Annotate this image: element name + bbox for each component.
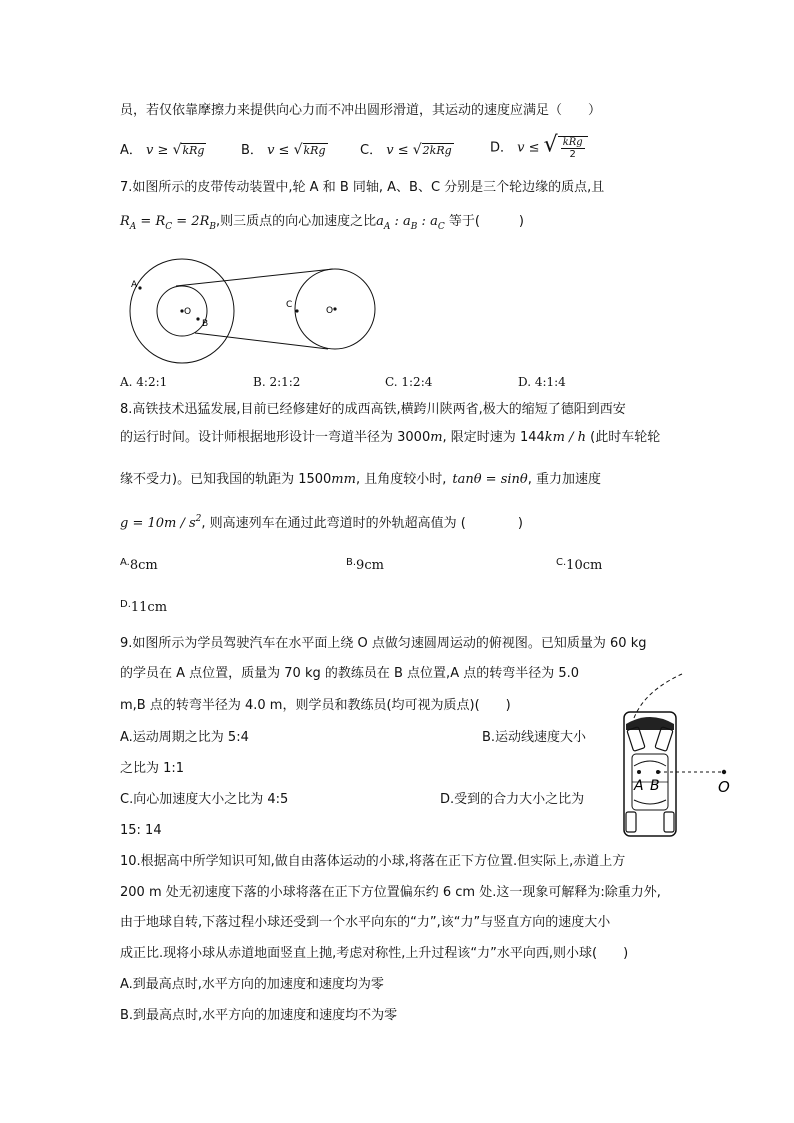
q9-option-d-cont: 15: 14 [120, 823, 162, 838]
q9-car-figure [612, 672, 742, 842]
q6-option-d-label: D． [490, 140, 514, 156]
axle-o2 [333, 307, 336, 310]
q9-stem-line1: 9.如图所示为学员驾驶汽车在水平面上绕 O 点做匀速圆周运动的俯视图。已知质量为 60 kg [120, 636, 647, 651]
q8-option-a-text: 8cm [129, 558, 158, 573]
q10-stem-line3: 由于地球自转,下落过程小球还受到一个水平向东的“力”,该“力”与竖直方向的速度大小 [120, 915, 611, 930]
sqrt-icon: √ [412, 142, 422, 158]
rear-left-wheel [626, 812, 636, 832]
q7-stem-line1: 7.如图所示的皮带传动装置中,轮 A 和 B 同轴, A、B、C 分别是三个轮边缘的质点,且 [120, 180, 605, 195]
q7-line2-tail: ,则三质点的向心加速度之比 [215, 214, 377, 229]
q9-option-a[interactable]: A.运动周期之比为 5:4 [120, 730, 249, 745]
q9-stem-line3: m,B 点的转弯半径为 4.0 m，则学员和教练员(均可视为质点)( ) [120, 698, 511, 713]
q10-stem-line4: 成正比.现将小球从赤道地面竖直上抛,考虑对称性,上升过程该“力”水平向西,则小球( ) [120, 946, 629, 961]
q8-option-d-label: D. [120, 599, 131, 610]
q6-option-d-den: 2 [569, 149, 576, 160]
point-a [637, 770, 641, 774]
rear-right-wheel [664, 812, 674, 832]
q8-line2-a: 的运行时间。设计师根据地形设计一弯道半径为 3000 [120, 430, 431, 445]
q8-option-d[interactable] [120, 600, 167, 617]
q7-stem-line2 [120, 214, 524, 231]
q10-option-a[interactable]: A.到最高点时,水平方向的加速度和速度均为零 [120, 977, 384, 992]
q7-line2-end: 等于( ) [448, 214, 525, 229]
q9-option-d[interactable]: D.受到的合力大小之比为 [440, 792, 585, 807]
q7-ratio-expr: $a_A$ : $a_B$ : $a_C$ [376, 214, 445, 232]
q8-option-a-label: A. [120, 557, 130, 568]
q7-option-d[interactable]: D. 4:1:4 [518, 375, 566, 389]
q8-line3-a: 缘不受力)。已知我国的轨距为 1500 [120, 472, 332, 487]
sqrt-icon: √ [172, 142, 182, 158]
q6-option-a-expr: kRg [182, 144, 205, 157]
q7-option-c[interactable]: C. 1:2:4 [385, 375, 433, 389]
q6-option-d[interactable] [490, 132, 588, 166]
q9-fig-label-o: O [718, 778, 730, 796]
q10-option-b[interactable]: B.到最高点时,水平方向的加速度和速度均不为零 [120, 1008, 398, 1023]
q6-option-c[interactable] [360, 142, 454, 159]
q8-option-d-text: 11cm [130, 600, 168, 615]
q7-option-a[interactable]: A. 4:2:1 [120, 375, 168, 389]
q8-line4-tail: , 则高速列车在通过此弯道时的外轨超高值为 ( ) [201, 516, 523, 531]
q7-fig-label-o1: O [184, 307, 192, 317]
q6-option-c-label: C． [360, 143, 383, 158]
center-o [722, 770, 726, 774]
belt-bottom [195, 333, 328, 349]
q9-option-b[interactable]: B.运动线速度大小 [482, 730, 587, 745]
front-left-wheel [627, 727, 645, 752]
sqrt-icon: √ [293, 142, 303, 158]
q9-fig-label-b: B [650, 778, 660, 794]
q8-option-b-text: 9cm [356, 558, 384, 573]
q8-stem-line3 [120, 472, 601, 488]
rear-window [634, 800, 666, 804]
q9-option-c[interactable]: C.向心加速度大小之比为 4:5 [120, 792, 289, 807]
point-a [138, 286, 141, 289]
q8-line4-eq: g = 10m / s [120, 516, 196, 531]
q6-option-d-v: v ≤ [517, 140, 544, 156]
q8-option-b-label: B. [346, 557, 357, 568]
point-b [196, 317, 199, 320]
q7-fig-label-o2: O [326, 306, 334, 316]
q8-option-c[interactable] [556, 558, 602, 575]
q6-option-b-label: B． [241, 143, 263, 158]
q8-stem-line1: 8.高铁技术迅猛发展,目前已经修建好的成西高铁,横跨川陕两省,极大的缩短了德阳到西安 [120, 402, 626, 417]
q8-option-b[interactable] [346, 558, 384, 575]
front-right-wheel [655, 727, 673, 752]
q6-option-b-expr: kRg [303, 144, 326, 157]
q8-stem-line4 [120, 516, 523, 533]
q8-option-a[interactable] [120, 558, 158, 575]
q9-stem-line2: 的学员在 A 点位置，质量为 70 kg 的教练员在 B 点位置,A 点的转弯半径为 5.0 [120, 666, 580, 681]
q7-fig-label-c: C [286, 300, 293, 310]
q8-line2-c: (此时车轮轮 [586, 430, 661, 445]
q8-option-c-label: C. [556, 557, 567, 568]
q6-option-c-v: v ≤ [386, 143, 413, 158]
q8-line4-sup: 2 [195, 514, 202, 524]
q6-option-d-fraction [558, 136, 588, 160]
windshield [634, 761, 666, 766]
q7-belt-figure [120, 255, 390, 365]
belt-top [176, 269, 333, 286]
point-c [295, 309, 298, 312]
q7-fig-label-b: B [202, 319, 209, 329]
q6-option-d-num: kRg [562, 137, 583, 148]
q6-option-b-v: v ≤ [267, 143, 294, 158]
q8-stem-line2 [120, 430, 660, 446]
q7-fig-label-a: A [131, 280, 138, 290]
q10-stem-line2: 200 m 处无初速度下落的小球将落在正下方位置偏东约 6 cm 处.这一现象可解释为:除重力外, [120, 885, 661, 900]
q8-line2-unit: km / h [544, 430, 586, 445]
q6-option-a[interactable] [120, 142, 206, 159]
sqrt-icon: √ [543, 132, 558, 158]
q9-option-b-cont: 之比为 1:1 [120, 761, 185, 776]
q9-fig-label-a: A [634, 778, 644, 794]
q8-line3-b: , 且角度较小时, [355, 472, 447, 487]
q7-option-b[interactable]: B. 2:1:2 [253, 375, 301, 389]
q6-stem-tail: 员，若仅依靠摩擦力来提供向心力而不冲出圆形滑道，其运动的速度应满足（ ） [120, 103, 602, 118]
q6-option-a-label: A． [120, 143, 142, 158]
q6-option-b[interactable] [241, 142, 328, 159]
q8-line2-m: m [430, 430, 443, 445]
q7-radius-relation: $R_A = R_C = 2R_B$ [120, 214, 216, 232]
q8-option-c-text: 10cm [566, 558, 603, 573]
q10-stem-line1: 10.根据高中所学知识可知,做自由落体运动的小球,将落在正下方位置.但实际上,赤道上方 [120, 854, 626, 869]
q8-line3-c: , 重力加速度 [527, 472, 601, 487]
q8-line3-mm: mm [331, 472, 356, 487]
q8-line3-eq: tanθ = sinθ [452, 472, 528, 487]
q6-option-a-v: v ≥ [146, 143, 173, 158]
q6-option-c-expr: 2kRg [422, 144, 452, 157]
q8-line2-b: , 限定时速为 144 [442, 430, 545, 445]
